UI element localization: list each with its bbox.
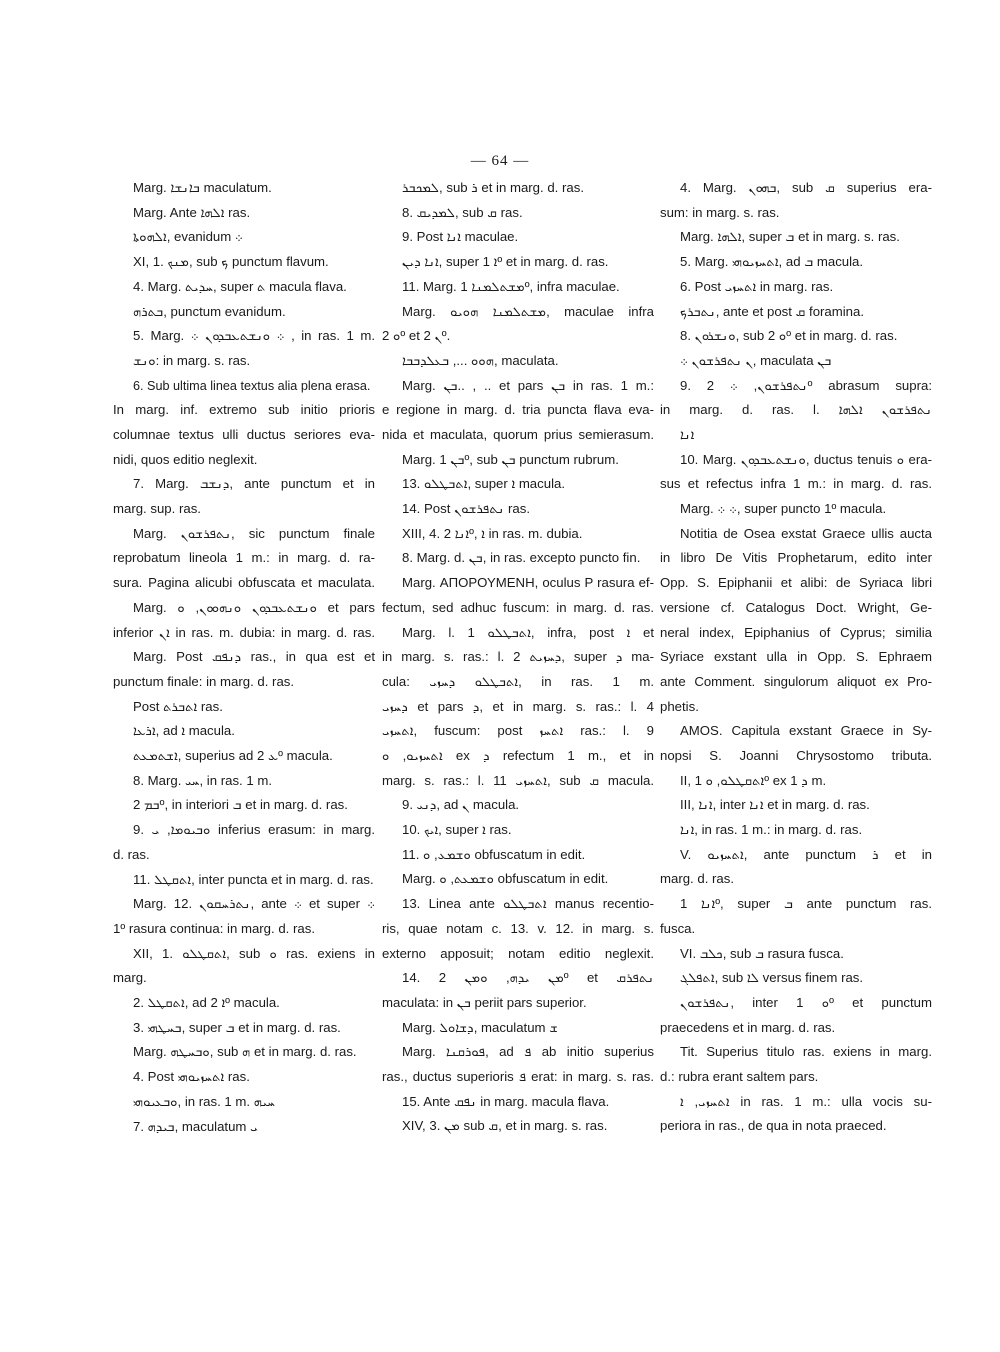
text-line: d. ras. (113, 846, 150, 862)
text-line: ܐܫܬܡܥܬ, superius ad ܥ 2º macula. (133, 748, 333, 764)
text-line: 6. Sub ultima linea textus alia plena erasa. (133, 377, 371, 393)
text-line: inferior ܐܢ in ras. m. dubia: in marg. d. ras. (113, 624, 375, 640)
text-line: ܠܡܟܒܪ, sub ܪ et in marg. d. ras. (402, 180, 584, 195)
text-line: 9. ܢܬܦܪܫܘܢ, ܀ 2º abrasum supra: (680, 377, 932, 393)
text-line: 11. ܐܬܩܛܠ, inter puncta et in marg. d. ras. (133, 871, 374, 887)
text-line: ܘ 2º et ܢ 2º. (382, 328, 451, 344)
text-line: Notitia de Osea exstat Graece ullis aucta (680, 525, 932, 541)
text-line: Marg. ܀ ܀, super puncto 1º macula. (680, 501, 887, 517)
text-line: AMOS. Capitula exstant Graece in Sy- (680, 723, 932, 739)
text-line: praecedens et in marg. d. ras. (660, 1019, 836, 1035)
text-line: 4. Post ܐܬܚܙܝܘܗܝ ras. (133, 1069, 250, 1085)
text-line: Marg. ΑΠΟΡΟΥΜΕΝΗ, oculus Ρ rasura ef- (402, 575, 654, 591)
text-line: ܐܢܐ, in ras. 1 m.: in marg. d. ras. (680, 822, 863, 838)
text-line: 10. Marg. ܘܢܫܬܥܒܕܘܢ, ductus tenuis ܘ era- (680, 451, 932, 467)
text-line: Marg. Ante ܐܠܗܐ ras. (133, 204, 251, 220)
text-line: 13. Linea ante ܐܬܒܛܠܘ manus recentio- (402, 896, 654, 912)
text-line: Marg. ܒܢ 1º, sub ܒܢ punctum rubrum. (402, 451, 619, 467)
text-line: Marg. ܡܫܬܠܡܢܐ ܗܘܝܘ, maculae infra (402, 303, 654, 319)
text-line: V. ܐܬܚܙܝܘ, ante punctum ܪ et in (680, 846, 932, 862)
text-line: ܘܢܫ: in marg. s. ras. (133, 352, 251, 368)
text-line: phetis. (660, 698, 699, 714)
text-line: ܒܬܪܗ, punctum evanidum. (133, 303, 286, 319)
text-line: VI. ܟܠܒ, sub ܒ rasura fusca. (680, 945, 844, 961)
text-line: 4. Marg. ܚܕܝܬ, super ܬ macula flava. (133, 278, 347, 294)
text-line: Marg. ܘܒܚܛܗ, sub ܗ et in marg. d. ras. (133, 1044, 357, 1060)
text-line: in libro De Vitis Prophetarum, edito inter (660, 550, 932, 566)
text-line: fusca. (660, 920, 696, 936)
text-line: ܐܪܥܐ, ad ܐ macula. (133, 723, 235, 739)
text-line: Marg. ܐܠܗܐ, super ܒ et in marg. s. ras. (680, 229, 900, 245)
text-line: ܐܠܗܘܬܐ, evanidum ܀ (133, 229, 243, 245)
text-line: XII, 1. ܐܬܩܛܠܘ, sub ܘ ras. exiens in (133, 945, 375, 961)
text-line: versione cf. Catalogus Doct. Wright, Ge- (660, 599, 932, 615)
text-line: reprobatum lineola 1 m.: in marg. d. ra- (113, 550, 375, 566)
text-line: ܢܬܒܪܟ, ante et post ܩ foramina. (680, 303, 865, 319)
text-line: Marg. ܘܢܫܬܥܒܕܘܢ ܘܢܗܘܘܢ, ܘ et pars (133, 599, 375, 615)
text-line: 10. ܐܝܟ, super ܐ ras. (402, 822, 512, 838)
text-line: Syriace exstant ulla in Opp. S. Ephraem (660, 649, 932, 665)
text-line: XI, 1. ܡܢܟ, sub ܟ punctum flavum. (133, 254, 329, 270)
text-line: Opp. S. Epiphanii et alibi: de Syriaca libri (660, 575, 932, 591)
text-line: II, ܐܬܩܛܠܘ, ܘ 1º ex ܕ 1 m. (680, 772, 827, 788)
text-line: Marg. Post ܕܢܦܩ ras., in qua est et (133, 649, 375, 665)
text-column-left (113, 176, 375, 1139)
text-line: columnae textus ulli ductus seriores eva- (113, 427, 375, 442)
text-line: 1º rasura continua: in marg. d. ras. (113, 920, 315, 936)
text-line: fectum, sed adhuc fuscum: in marg. d. ras. (382, 599, 654, 615)
text-line: 15. Ante ܢܦܩ in marg. macula flava. (402, 1093, 610, 1109)
text-line: marg. (113, 970, 147, 986)
text-line: neral index, Epiphanius of Cyprus; similia (660, 624, 932, 640)
text-line: 14. ܡܢ ܝܕܗ, ܘܡܢ 2º et ܢܬܦܪܩ (402, 970, 654, 986)
text-line: 4. Marg. ܒܗܘܢ, sub ܩ superius era- (680, 180, 932, 195)
text-line: Marg. ܦܘܪܩܢܐ, ad ܦ ab initio superius (402, 1044, 654, 1060)
text-line: ras., ductus superioris ܦ erat: in marg. s. ras. (382, 1069, 654, 1085)
text-line: 13. ܐܬܒܛܠܘ, super ܐ macula. (402, 476, 565, 492)
text-line: 9. Post ܐܢܐ maculae. (402, 229, 519, 245)
text-line: 8. Marg. ܚܝ, in ras. 1 m. (133, 772, 273, 788)
text-line: maculata: in ܒܢ periit pars superior. (382, 994, 587, 1010)
text-line: XIV, 3. ܡܢ sub ܩ, et in marg. s. ras. (402, 1118, 608, 1134)
text-line: ܐܬܚܙܝ, ܐ in ras. 1 m.: ulla vocis su- (680, 1093, 932, 1109)
text-line: ris, quae notam c. 13. v. 12. in marg. s. (382, 920, 654, 936)
text-line: ܘܒܥܝܘܗܝ, in ras. 1 m. ܚܝܗ (133, 1093, 275, 1109)
text-line: ܐܢܐ 1º, super ܒ ante punctum ras. (680, 896, 932, 912)
text-line: 3. ܒܚܛܗܝ, super ܒ et in marg. d. ras. (133, 1019, 341, 1035)
text-line: Marg. ܢܬܦܪܫܘܢ, sic punctum finale (133, 525, 375, 541)
text-line: ܐܢܐ ܕܝܢ, super ܐ 1º et in marg. d. ras. (402, 254, 609, 270)
text-line: 11. Marg. ܡܫܬܠܡܢܐ 1º, infra maculae. (402, 278, 620, 294)
text-line: Marg. ܒܐܢܫܐ maculatum. (133, 180, 272, 195)
text-line: 8. Marg. d. ܒܢ, in ras. excepto puncto fin. (402, 550, 641, 566)
text-line: 6. Post ܐܬܚܙܝ in marg. ras. (680, 278, 834, 294)
text-line: ܐܢܐ (680, 426, 695, 442)
text-line: 2. ܐܬܩܛܠ, ad ܐ 2º macula. (133, 995, 280, 1010)
text-line: 7. ܒܝܕܗ, maculatum ܝ (133, 1118, 258, 1134)
text-line: in marg. s. ras.: l. 2 ܕܚܙܝܬ, super ܕ ma- (382, 649, 654, 665)
text-line: nopsi S. Joanni Chrysostomo tributa. (660, 747, 932, 763)
text-line: Marg. ܕܫܐܘܠ, maculatum ܫ (402, 1019, 558, 1035)
text-line: Marg. 12. ܢܬܪܚܩܘܢ, ante ܀ et super ܀ (133, 896, 375, 912)
text-line: III, ܐܢܐ, inter ܐܢܐ et in marg. d. ras. (680, 797, 870, 813)
text-line: 7. Marg. ܕܢܫܒ, ante punctum et in (133, 476, 375, 492)
text-line: in marg. d. ras. l. ܢܬܦܪܫܘܢ ܐܠܗܐ (660, 402, 932, 418)
text-line: 14. Post ܢܬܦܪܫܘܢ ras. (402, 501, 531, 517)
page-number: — 64 — (470, 153, 530, 169)
text-line: sura. Pagina alicubi obfuscata et maculata. (113, 575, 375, 591)
text-line: cula: ܐܬܒܛܠܘ ܕܚܙܝ, in ras. 1 m. (382, 673, 654, 689)
text-line: nidi, quos editio neglexit. (113, 451, 258, 467)
text-line: marg. d. ras. (660, 871, 735, 887)
text-line: ܕܚܙܝ et pars ܕ, et in marg. s. ras.: l. 4 (382, 698, 654, 714)
text-line: d.: rubra erant saltem pars. (660, 1069, 819, 1085)
text-line: punctum finale: in marg. d. ras. (113, 673, 295, 689)
text-line: nida et maculata, quorum prius semierasum. (382, 426, 654, 442)
text-line: e regione in marg. d. tria puncta flava eva- (382, 402, 654, 418)
text-line: ܐܬܦܠܓ, sub ܠܐ versus finem ras. (680, 970, 864, 986)
text-line: Post ܐܬܒܪܬ ras. (133, 698, 223, 714)
text-line: Marg. ܘܫܡܥܬ, ܘ obfuscatum in edit. (402, 871, 609, 887)
text-line: ante Comment. singulorum aliquot ex Pro- (660, 673, 932, 689)
text-line: Tit. Superius titulo ras. exiens in marg. (680, 1044, 932, 1060)
text-line: sum: in marg. s. ras. (660, 204, 780, 220)
text-line: Marg. ܒܢ.. , .. et pars ܒܢ in ras. 1 m.: (402, 377, 654, 393)
text-line: Marg. l. 1 ܐܬܒܛܠܘ, infra, post ܐ et (402, 624, 654, 640)
text-line: ܢܬܦܪܫܘܢ, inter ܘ 1º et punctum (680, 994, 932, 1010)
text-line: marg. sup. ras. (113, 501, 201, 517)
text-line: externo apposuit; notam editio neglexit. (382, 945, 654, 961)
text-line: 5. Marg. ܀ ܘܢܫܬܥܒܕܘܢ ܀ , in ras. 1 m. (133, 328, 375, 344)
text-line: ܢ ܢܬܦܪܫܘܢ ܀, maculata ܒܢ (680, 352, 832, 368)
text-column-middle (382, 176, 654, 1139)
text-line: 11. ܘܫܡܥ, ܘ obfuscatum in edit. (402, 846, 586, 862)
text-line: 8. ܘܢܫܪܘܢ, sub ܘ 2º et in marg. d. ras. (680, 328, 898, 344)
text-line: 8. ܠܡܕܝܩ, sub ܩ ras. (402, 204, 523, 220)
text-line: In marg. inf. extremo sub initio prioris (113, 402, 375, 418)
text-line: periora in ras., de qua in nota praeced. (660, 1118, 887, 1134)
text-line: ܐܬܚܙܝ, fuscum: post ܐܬܚܙ ras.: l. 9 (382, 723, 654, 739)
text-line: ܒܡ 2º, in interiori ܒ et in marg. d. ras. (133, 797, 348, 813)
text-line: ܗܘܘ ..., ܒܥܠܕܒܒܐ, maculata. (402, 352, 559, 368)
text-line: ܐܬܚܙܝܘ, ܘ ex ܕ refectum 1 m., et in (382, 748, 654, 763)
text-line: 9. ܘܒܝܘܡܐ, ܝ inferius erasum: in marg. (133, 822, 375, 838)
text-line: marg. s. ras.: l. 11 ܐܬܚܙܝ, sub ܩ macula. (382, 772, 654, 788)
text-line: 5. Marg. ܐܬܚܙܝܘܗܝ, ad ܒ macula. (680, 254, 864, 270)
text-line: XIII, 4. ܐܢܐ 2º, ܐ in ras. m. dubia. (402, 525, 583, 541)
text-line: sus et refectus infra 1 m.: in marg. d. ras. (660, 476, 932, 492)
text-column-right (660, 176, 932, 1139)
text-line: 9. ܕܢܝ, ad ܢ macula. (402, 797, 520, 813)
